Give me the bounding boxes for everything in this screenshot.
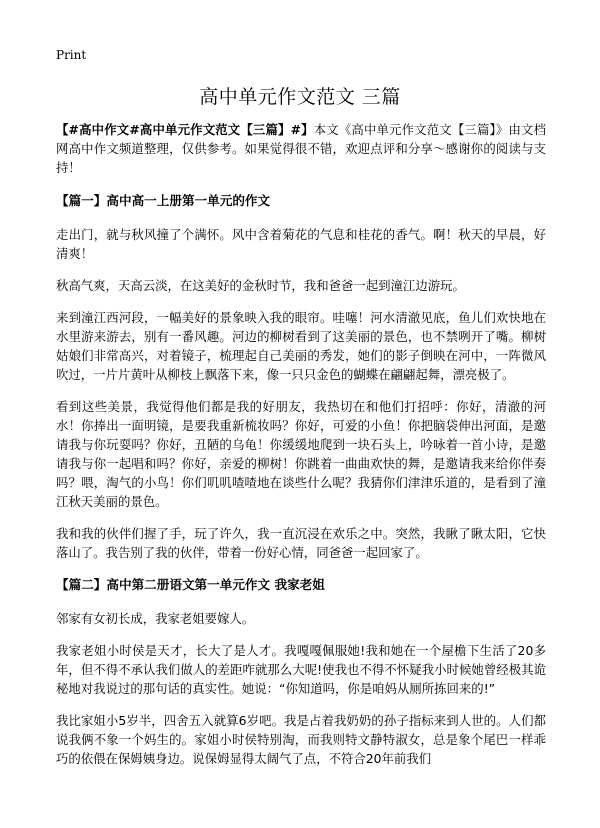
page-title: 高中单元作文范文 三篇 <box>199 86 401 108</box>
intro-paragraph <box>56 120 546 177</box>
section-heading-1: 【篇一】高中高一上册第一单元的作文 <box>56 193 271 208</box>
section1-paragraph-4: 看到这些美景，我觉得他们都是我的好朋友，我热切在和他们打招呼：你好，清澈的河水！你捧出一面明镜，是要我重新梳妆吗？你好，可爱的小鱼！你把脑袋伸出河面，是邀请我与你玩耍吗？你好，丑陋的乌龟！你缓缓地爬到一块石头上，吟咏着一首小诗，是邀请我与你一起唱和吗？你好，亲爱的柳树！你跳着一曲曲欢快的舞，是邀请我来给你伴奏吗？喂，淘气的小鸟！你们叽叽喳喳地在谈些什么呢？我猜你们津津乐道的，是看到了潼江秋天美丽的景色。 <box>56 399 546 509</box>
print-link[interactable]: Print <box>56 48 87 62</box>
section1-paragraph-3: 来到潼江西河段，一幅美好的景象映入我的眼帘。哇噻！河水清澈见底，鱼儿们欢快地在水里游来游去，别有一番风趣。河边的柳树看到了这美丽的景色，也不禁咧开了嘴。柳树姑娘们非常高兴，对着镜子，梳理起自己美丽的秀发，她们的影子倒映在河中，一阵微风吹过，一片片黄叶从柳枝上飘落下来，像一只只金色的蝴蝶在翩翩起舞，漂亮极了。 <box>56 310 546 382</box>
section1-paragraph-5: 我和我的伙伴们握了手，玩了许久，我一直沉浸在欢乐之中。突然，我瞅了瞅太阳，它快落山了。我告别了我的伙伴，带着一份好心情，同爸爸一起回家了。 <box>56 526 546 560</box>
intro-tags: 【#高中作文#高中单元作文范文【三篇】#】 <box>56 122 314 137</box>
section1-paragraph-1: 走出门，就与秋风撞了个满怀。风中含着菊花的气息和桂花的香气。啊！秋天的早晨，好清爽！ <box>56 227 546 261</box>
section2-paragraph-2: 我家老姐小时侯是天才，长大了是人才。我嘎嘎佩服她!我和她在一个屋檐下生活了20多年，但不得不承认我们做人的差距咋就那么大呢!使我也不得不怀疑我小时候她曾经极其诡秘地对我说过的那句话的真实性。她说：“你知道吗，你是咱妈从厕所拣回来的!” <box>56 643 546 696</box>
section-heading-2: 【篇二】高中第二册语文第一单元作文 我家老姐 <box>56 577 325 592</box>
article-body <box>56 120 546 781</box>
section2-paragraph-1: 邻家有女初长成，我家老姐要嫁人。 <box>56 611 255 626</box>
section2-paragraph-3: 我比家姐小5岁半，四舍五入就算6岁吧。我是占着我奶奶的孙子指标来到人世的。人们都说我俩不象一个妈生的。家姐小时侯特别淘，而我则特文静特淑女，总是象个尾巴一样乖巧的依偎在保姆姨身边。说保姆显得太阔气了点，不符合20年前我们 <box>56 713 546 766</box>
section1-paragraph-2: 秋高气爽，天高云淡，在这美好的金秋时节，我和爸爸一起到潼江边游玩。 <box>56 278 465 293</box>
intro-text: 本文《高中单元作文范文【三篇】》由文档网高中作文频道整理，仅供参考。如果觉得很不错，欢迎点评和分享～感谢你的阅读与支持！ <box>56 122 546 175</box>
